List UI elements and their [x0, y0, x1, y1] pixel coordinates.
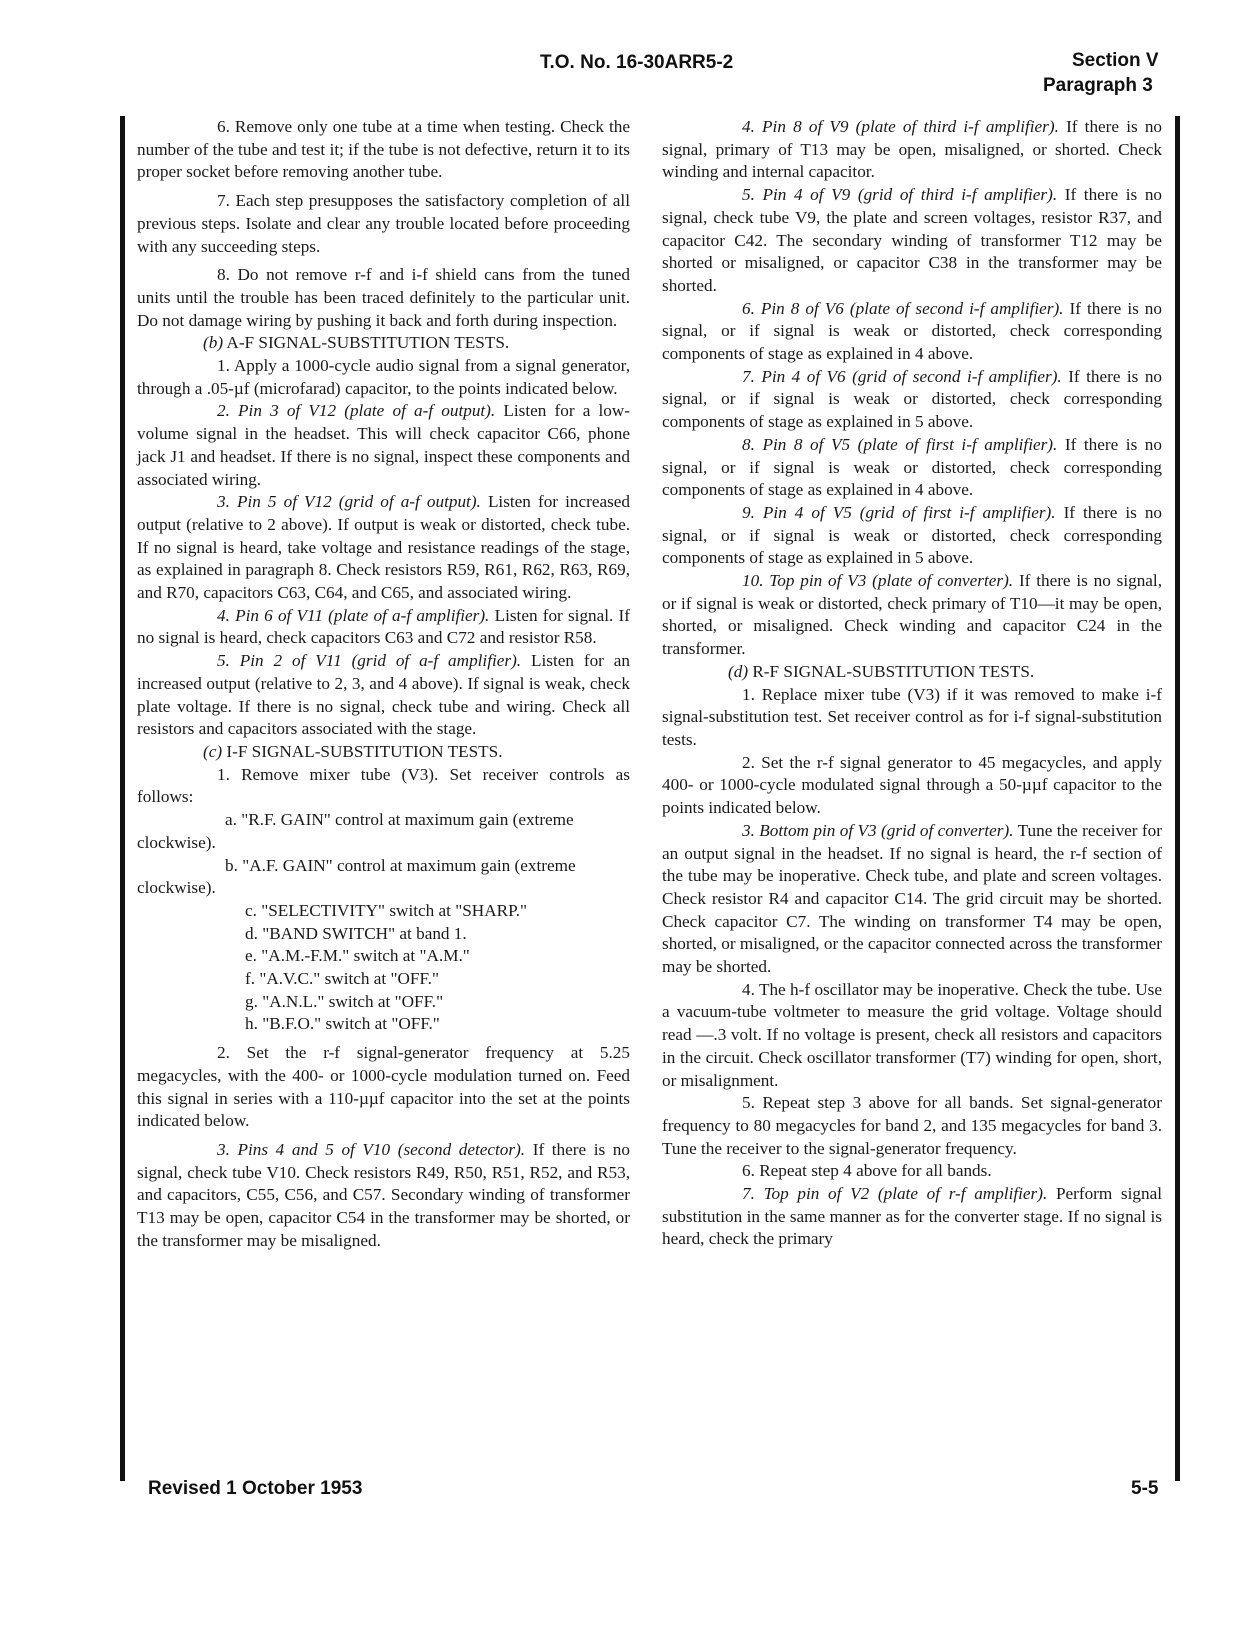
if-step-9: 9. Pin 4 of V5 (grid of first i-f amplifier). If there is no signal, or if signal is weak or distorted, check corresponding components of stage as explained in 5 above.: [662, 502, 1163, 568]
control-e: e. "A.M.-F.M." switch at "A.M.": [245, 946, 470, 966]
rf-step-4: 4. The h-f oscillator may be inoperative. Check the tube. Use a vacuum-tube voltmeter to measure the grid voltage. Voltage should read —.3 volt. If no voltage is present, check all resistors and capacitors in the circuit. Check oscillator transformer (T7) winding for open, short, or misalignment.: [662, 979, 1162, 1090]
revision-date: Revised 1 October 1953: [148, 1478, 363, 1499]
document-number: T.O. No. 16-30ARR5-2: [540, 52, 734, 73]
if-step-8: 8. Pin 8 of V5 (plate of first i-f amplifier). If there is no signal, or if signal is weak or distorted, check corresponding components of stage as explained in 4 above.: [662, 434, 1162, 500]
if-step-4: 4. Pin 8 of V9 (plate of third i-f amplifier). If there is no signal, primary of T13 may be open, misaligned, or shorted. Check winding and internal capacitor.: [662, 117, 1163, 182]
af-step-4: 4. Pin 6 of V11 (plate of a-f amplifier). Listen for signal. If no signal is heard, check capacitors C63 and C72 and resistor R58.: [137, 605, 630, 648]
control-b: b. "A.F. GAIN" control at maximum gain (extreme clockwise).: [137, 855, 576, 898]
section-label: Section V: [1072, 50, 1159, 71]
rf-step-5: 5. Repeat step 3 above for all bands. Set signal-generator frequency to 80 megacycles for band 2, and 135 megacycles for band 3. Tune the receiver to the signal-generator frequency.: [662, 1093, 1162, 1158]
af-tests-heading: (b) A-F SIGNAL-SUBSTITUTION TESTS.: [203, 333, 510, 353]
rf-tests-heading: (d) R-F SIGNAL-SUBSTITUTION TESTS.: [728, 661, 1035, 681]
change-bar-left: [120, 116, 125, 1481]
control-c: c. "SELECTIVITY" switch at "SHARP.": [245, 900, 528, 920]
left-column: [137, 116, 630, 1252]
control-f: f. "A.V.C." switch at "OFF.": [245, 969, 439, 989]
if-step-3: 3. Pins 4 and 5 of V10 (second detector). If there is no signal, check tube V10. Check resistors R49, R50, R51, R52, and R53, and capacitors, C55, C56, and C57. Secondary winding of transformer T13 may be open, capacitor C54 in the transformer may be shorted, or the transformer may be misaligned.: [137, 1139, 630, 1250]
control-g: g. "A.N.L." switch at "OFF.": [245, 991, 444, 1011]
af-step-2: 2. Pin 3 of V12 (plate of a-f output). Listen for a low-volume signal in the headset. This will check capacitor C66, phone jack J1 and headset. If there is no signal, inspect these components and associated wiring.: [137, 401, 631, 489]
af-step-1: 1. Apply a 1000-cycle audio signal from a signal generator, through a .05-µf (microfarad) capacitor, to the points indicated below.: [137, 356, 630, 398]
if-step-5: 5. Pin 4 of V9 (grid of third i-f amplifier). If there is no signal, check tube V9, the plate and screen voltages, resistor R37, and capacitor C42. The secondary winding of transformer T12 may be shorted or misaligned, or capacitor C38 in the transformer may be shorted.: [662, 185, 1163, 295]
rf-step-2: 2. Set the r-f signal generator to 45 megacycles, and apply 400- or 1000-cycle modulated signal through a 50-µµf capacitor to the points indicated below.: [662, 752, 1162, 818]
rf-step-1: 1. Replace mixer tube (V3) if it was removed to make i-f signal-substitution test. Set receiver control as for i-f signal-substitution tests.: [662, 684, 1162, 749]
change-bar-right: [1175, 116, 1180, 1481]
rf-step-7: 7. Top pin of V2 (plate of r-f amplifier). Perform signal substitution in the same manner as for the converter stage. If no signal is heard, check the primary: [662, 1184, 1162, 1249]
step-8-paragraph: 8. Do not remove r-f and i-f shield cans from the tuned units until the trouble has been traced definitely to the particular unit. Do not damage wiring by pushing it back and forth during inspection.: [137, 265, 630, 330]
if-step-1: 1. Remove mixer tube (V3). Set receiver controls as follows:: [137, 764, 630, 807]
step-6-paragraph: 6. Remove only one tube at a time when testing. Check the number of the tube and test it; if the tube is not defective, return it to its proper socket before removing another tube.: [137, 117, 630, 182]
control-h: h. "B.F.O." switch at "OFF.": [245, 1014, 440, 1034]
if-step-10: 10. Top pin of V3 (plate of converter). If there is no signal, or if signal is weak or distorted, check primary of T10—it may be open, shorted, or misaligned. Check winding and capacitor C24 in the transformer.: [662, 571, 1162, 659]
control-d: d. "BAND SWITCH" at band 1.: [245, 923, 467, 943]
if-step-2: 2. Set the r-f signal-generator frequency at 5.25 megacycles, with the 400- or 1000-cycle modulation turned on. Feed this signal in series with a 110-µµf capacitor into the set at the points indicated below.: [137, 1043, 630, 1131]
page-number: 5-5: [1131, 1478, 1159, 1499]
paragraph-label: Paragraph 3: [1043, 75, 1153, 96]
if-tests-heading: (c) I-F SIGNAL-SUBSTITUTION TESTS.: [203, 741, 503, 761]
rf-step-3: 3. Bottom pin of V3 (grid of converter). Tune the receiver for an output signal in the headset. If no signal is heard, the r-f section of the tube may be inoperative. Check tube, and plate and screen voltages. Check resistor R4 and capacitor C14. The grid circuit may be shorted. Check capacitor C7. The winding on transformer T4 may be open, shorted, or misaligned, or the capacitor connected across the transformer may be shorted.: [662, 820, 1162, 977]
rf-step-6: 6. Repeat step 4 above for all bands.: [742, 1161, 992, 1181]
if-step-6: 6. Pin 8 of V6 (plate of second i-f amplifier). If there is no signal, or if signal is weak or distorted, check corresponding components of stage as explained in 4 above.: [662, 298, 1162, 364]
af-step-3: 3. Pin 5 of V12 (grid of a-f output). Listen for increased output (relative to 2 above). If output is weak or distorted, check tube. If no signal is heard, take voltage and resistance readings of the stage, as explained in paragraph 8. Check resistors R59, R61, R62, R63, R69, and R70, capacitors C63, C64, and C65, and associated wiring.: [137, 492, 630, 603]
if-step-7: 7. Pin 4 of V6 (grid of second i-f amplifier). If there is no signal, or if signal is weak or distorted, check corresponding components of stage as explained in 5 above.: [662, 366, 1163, 432]
control-a: a. "R.F. GAIN" control at maximum gain (extreme clockwise).: [137, 810, 574, 852]
af-step-5: 5. Pin 2 of V11 (grid of a-f amplifier). Listen for an increased output (relative to 2, 3, and 4 above). If signal is weak, check plate voltage. If there is no signal, check tube and wiring. Check all resistors and capacitors associated with the stage.: [137, 651, 630, 739]
right-column: [662, 116, 1162, 1251]
step-7-paragraph: 7. Each step presupposes the satisfactory completion of all previous steps. Isolate and clear any trouble located before proceeding with any succeeding steps.: [137, 191, 630, 256]
